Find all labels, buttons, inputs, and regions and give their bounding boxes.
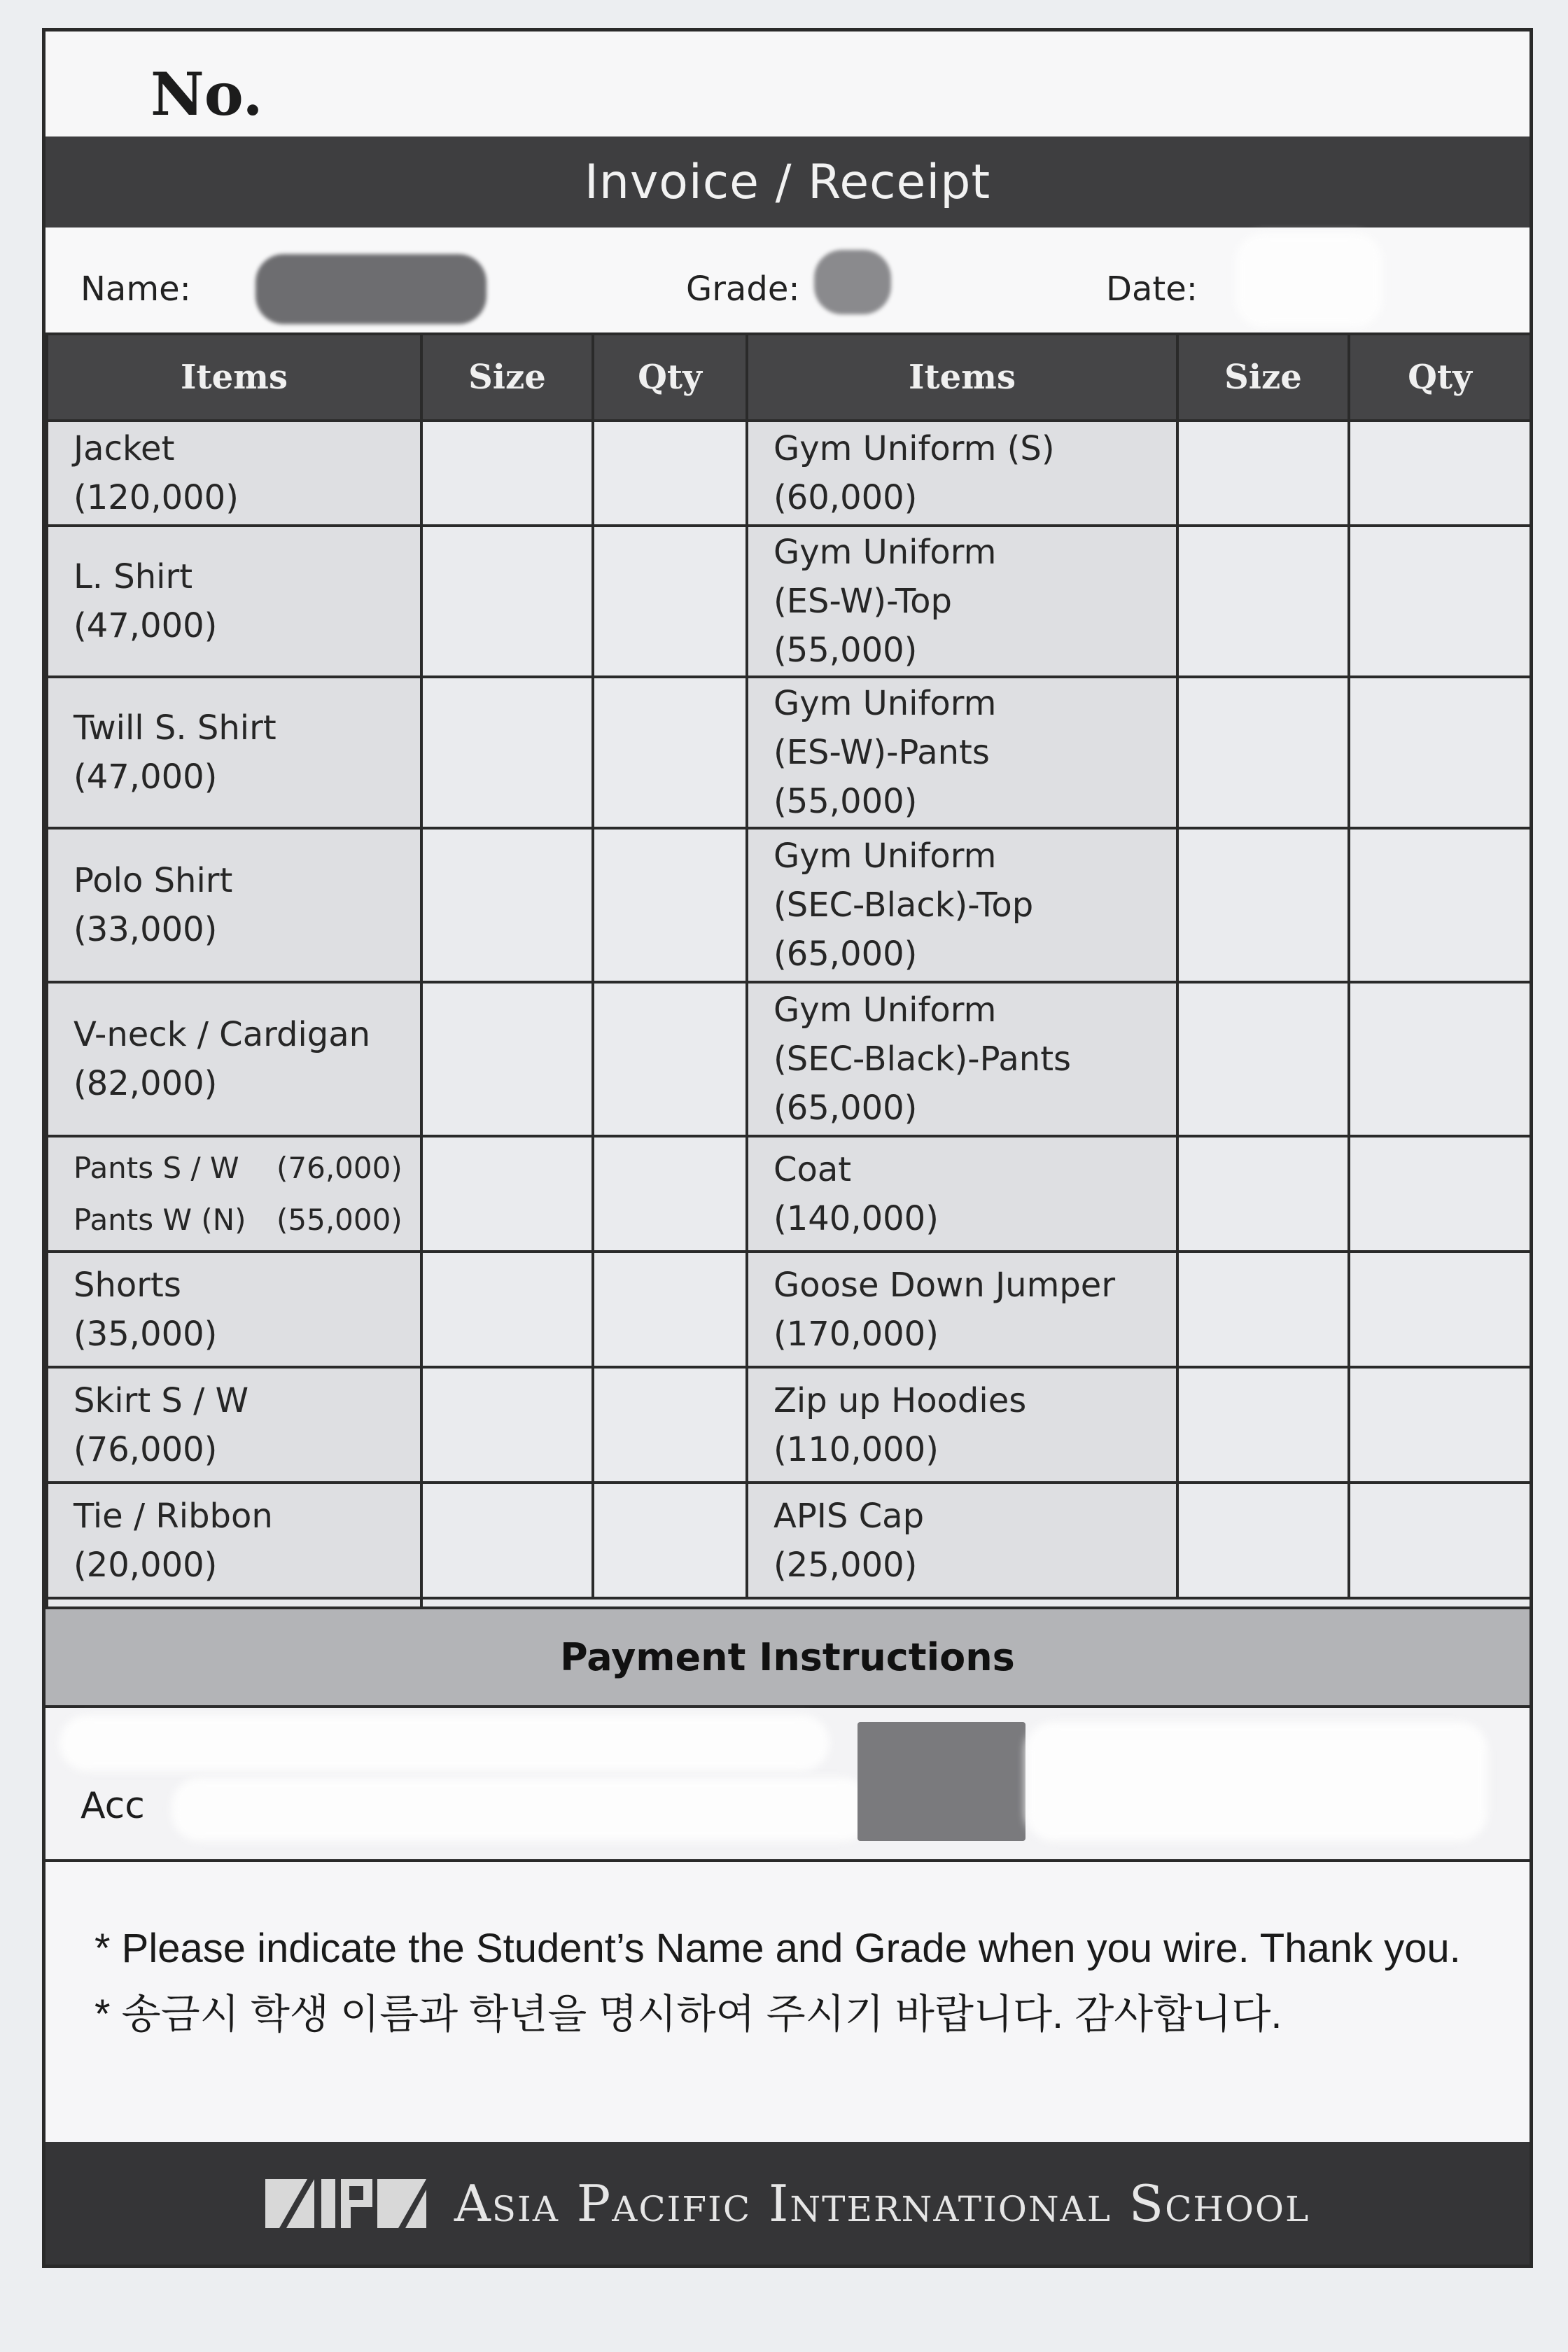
item-apis-cap [747, 1483, 1177, 1598]
item-gym-uniform-sec-black-pants [747, 982, 1177, 1136]
size-cell[interactable] [421, 526, 593, 677]
qty-cell[interactable] [1349, 421, 1531, 526]
column-header-size: Size [1177, 334, 1349, 421]
item-variant: (SEC-Black)-Top [774, 886, 1034, 925]
column-header-items: Items [747, 334, 1177, 421]
table-row [47, 1252, 1531, 1367]
item-name: Pants S / W [74, 1150, 239, 1185]
item-name: Gym Uniform [774, 836, 997, 876]
item-skirt [47, 1367, 421, 1483]
item-tie-ribbon [47, 1483, 421, 1598]
qty-cell[interactable] [1349, 526, 1531, 677]
item-shorts [47, 1252, 421, 1367]
item-variant: (ES-W)-Top [774, 582, 952, 621]
table-row [47, 421, 1531, 526]
date-redaction [1236, 233, 1382, 328]
size-cell[interactable] [421, 677, 593, 828]
item-name: Zip up Hoodies [774, 1380, 1027, 1420]
item-name: Polo Shirt [74, 861, 233, 900]
item-price: (76,000) [74, 1429, 218, 1469]
item-price: (82,000) [74, 1064, 218, 1103]
item-price: (20,000) [74, 1545, 218, 1585]
item-name: Gym Uniform [774, 684, 997, 723]
qty-cell[interactable] [593, 982, 747, 1136]
form-title: Invoice / Receipt [584, 154, 991, 210]
table-header-row [47, 334, 1531, 421]
item-name: Shorts [74, 1265, 181, 1305]
item-name: Pants W (N) [74, 1202, 246, 1237]
table-row [47, 828, 1531, 982]
item-price: (60,000) [774, 478, 918, 517]
item-gym-uniform-es-w-pants [747, 677, 1177, 828]
item-name: APIS Cap [774, 1496, 925, 1536]
size-cell[interactable] [421, 1483, 593, 1598]
item-jacket [47, 421, 421, 526]
item-polo-shirt [47, 828, 421, 982]
item-price: (33,000) [74, 910, 218, 949]
item-variant: (SEC-Black)-Pants [774, 1040, 1072, 1079]
size-cell[interactable] [1177, 1483, 1349, 1598]
item-gym-uniform-sec-black-top [747, 828, 1177, 982]
item-price: (65,000) [774, 934, 918, 974]
pants-wn-line [74, 1194, 419, 1246]
qty-cell[interactable] [1349, 982, 1531, 1136]
size-cell[interactable] [1177, 828, 1349, 982]
notes-section [46, 1862, 1530, 2142]
item-price: (25,000) [774, 1545, 918, 1585]
item-price: (120,000) [74, 478, 239, 517]
size-cell[interactable] [1177, 1136, 1349, 1252]
invoice-form [42, 28, 1533, 2268]
item-name: Skirt S / W [74, 1380, 249, 1420]
size-cell[interactable] [421, 828, 593, 982]
size-cell[interactable] [421, 1367, 593, 1483]
item-name: Goose Down Jumper [774, 1265, 1116, 1305]
footer-band [46, 2142, 1530, 2264]
item-pants [47, 1136, 421, 1252]
item-price: (65,000) [774, 1088, 918, 1128]
account-info-box [46, 1708, 1530, 1862]
account-redaction-block [858, 1722, 1026, 1841]
account-redaction-right [1026, 1722, 1488, 1841]
item-price: (47,000) [74, 606, 218, 645]
item-name: Gym Uniform (S) [774, 429, 1055, 468]
item-coat [747, 1136, 1177, 1252]
item-name: Gym Uniform [774, 533, 997, 572]
note-english: * Please indicate the Student’s Name and Grade when you wire. Thank you. [94, 1926, 1461, 1971]
account-prefix: Acc [80, 1785, 145, 1827]
number-label: No. [150, 59, 263, 129]
item-name: V-neck / Cardigan [74, 1015, 371, 1054]
item-price: (55,000) [774, 782, 918, 821]
qty-cell[interactable] [1349, 1483, 1531, 1598]
grade-redaction [814, 250, 891, 314]
qty-cell[interactable] [1349, 828, 1531, 982]
column-header-qty: Qty [593, 334, 747, 421]
qty-cell[interactable] [593, 1136, 747, 1252]
size-cell[interactable] [1177, 1252, 1349, 1367]
item-name: Tie / Ribbon [74, 1496, 273, 1536]
qty-cell[interactable] [593, 1483, 747, 1598]
apis-logo-icon [265, 2176, 426, 2232]
item-price: (55,000) [276, 1202, 402, 1237]
size-cell[interactable] [421, 1252, 593, 1367]
item-variant: (ES-W)-Pants [774, 733, 990, 772]
table-row [47, 1367, 1531, 1483]
qty-cell[interactable] [593, 828, 747, 982]
qty-cell[interactable] [1349, 1252, 1531, 1367]
qty-cell[interactable] [593, 1367, 747, 1483]
payment-instructions-title: Payment Instructions [560, 1635, 1015, 1679]
qty-cell[interactable] [593, 526, 747, 677]
item-price: (110,000) [774, 1429, 939, 1469]
item-name: Twill S. Shirt [74, 708, 276, 748]
name-label: Name: [80, 270, 191, 309]
account-redaction-top [59, 1715, 830, 1771]
table-row [47, 1483, 1531, 1598]
item-twill-s-shirt [47, 677, 421, 828]
school-name: Asia Pacific International School [454, 2174, 1310, 2233]
account-redaction-left [172, 1778, 872, 1841]
table-row [47, 982, 1531, 1136]
qty-cell[interactable] [593, 677, 747, 828]
table-row [47, 677, 1531, 828]
size-cell[interactable] [421, 421, 593, 526]
qty-cell[interactable] [593, 421, 747, 526]
student-info-row [46, 227, 1530, 332]
item-v-neck-cardigan [47, 982, 421, 1136]
qty-cell[interactable] [1349, 1367, 1531, 1483]
name-redaction [255, 254, 486, 324]
qty-cell[interactable] [1349, 677, 1531, 828]
qty-cell[interactable] [593, 1252, 747, 1367]
item-zip-up-hoodies [747, 1367, 1177, 1483]
number-row [46, 31, 1530, 136]
table-row [47, 526, 1531, 677]
size-cell[interactable] [1177, 677, 1349, 828]
date-label: Date: [1106, 270, 1198, 309]
item-name: Coat [774, 1149, 852, 1189]
item-price: (76,000) [276, 1150, 402, 1185]
payment-instructions-band [46, 1606, 1530, 1708]
item-price: (170,000) [774, 1314, 939, 1354]
item-name: Jacket [74, 429, 175, 468]
item-price: (35,000) [74, 1314, 218, 1354]
column-header-qty: Qty [1349, 334, 1531, 421]
size-cell[interactable] [1177, 982, 1349, 1136]
table-row [47, 1136, 1531, 1252]
qty-cell[interactable] [1349, 1136, 1531, 1252]
item-gym-uniform-s [747, 421, 1177, 526]
items-table [46, 332, 1532, 1719]
pants-sw-line [74, 1142, 419, 1194]
item-l-shirt [47, 526, 421, 677]
column-header-size: Size [421, 334, 593, 421]
item-price: (140,000) [774, 1198, 939, 1238]
size-cell[interactable] [1177, 526, 1349, 677]
size-cell[interactable] [421, 982, 593, 1136]
item-name: Gym Uniform [774, 990, 997, 1030]
item-name: L. Shirt [74, 557, 193, 596]
item-gym-uniform-es-w-top [747, 526, 1177, 677]
item-price: (55,000) [774, 631, 918, 670]
item-price: (47,000) [74, 757, 218, 797]
size-cell[interactable] [1177, 421, 1349, 526]
item-goose-down-jumper [747, 1252, 1177, 1367]
column-header-items: Items [47, 334, 421, 421]
note-korean: * 송금시 학생 이름과 학년을 명시하여 주시기 바랍니다. 감사합니다. [94, 1991, 1282, 2037]
size-cell[interactable] [421, 1136, 593, 1252]
grade-label: Grade: [686, 270, 800, 309]
size-cell[interactable] [1177, 1367, 1349, 1483]
title-band [46, 136, 1530, 227]
